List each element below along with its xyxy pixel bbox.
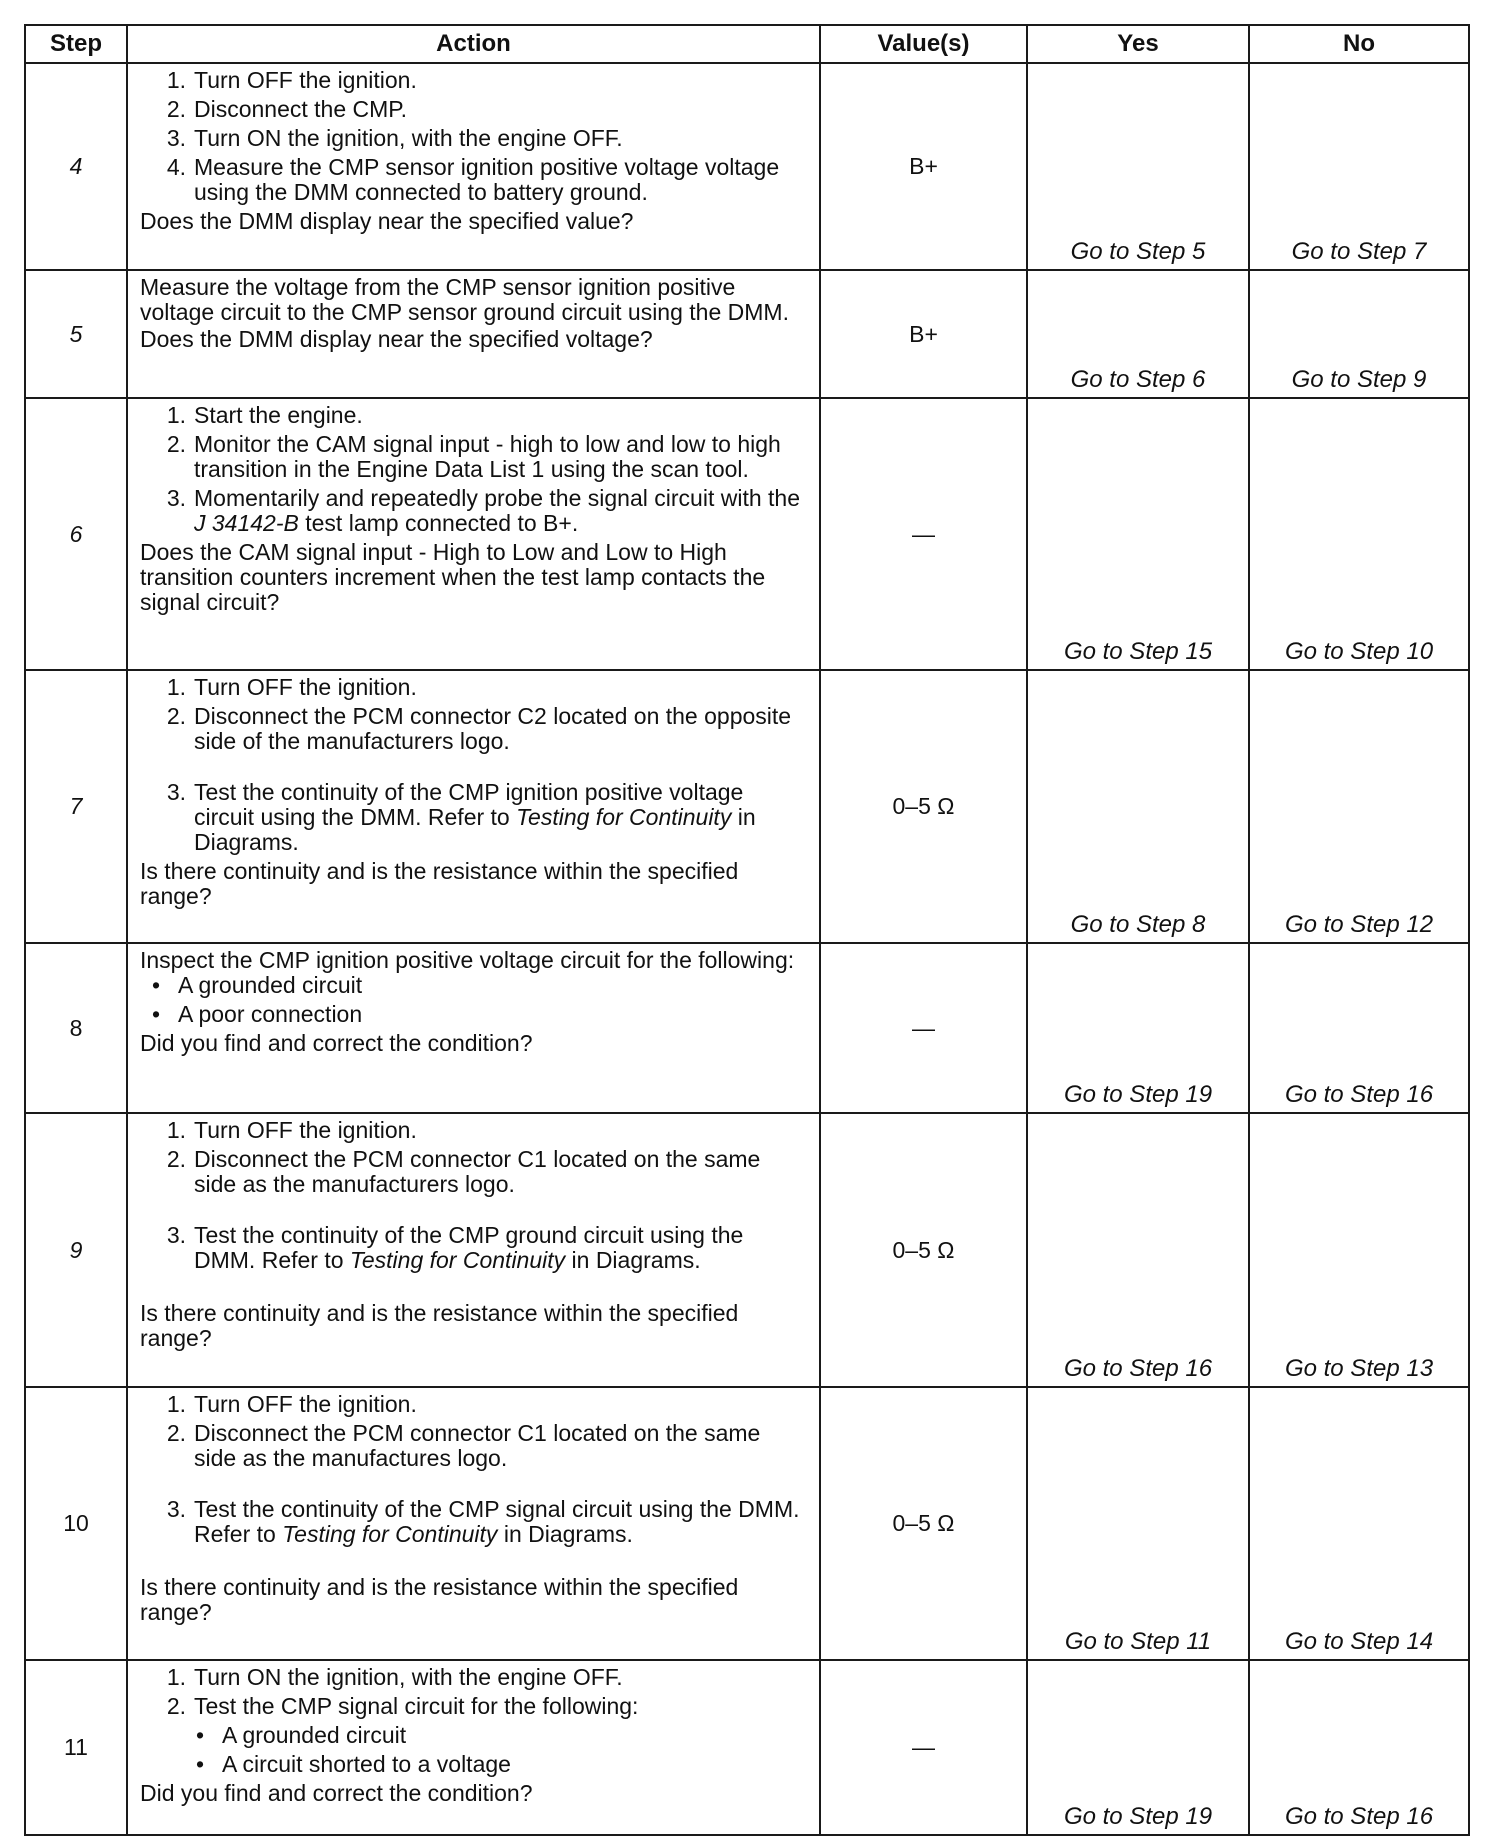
tool-name: J 34142-B <box>194 510 299 536</box>
action-cell: 1. Turn OFF the ignition. 2. Disconnect the PCM connector C2 located on the opposite side of the manufacturers logo. 3. Test the continuity of the CMP ignition positive voltage circuit using the DMM. Refer to Testing for Continuity in Diagrams. Is there continuity and is the resistance within the specified range? <box>127 670 820 943</box>
no-cell: Go to Step 9 <box>1249 270 1469 398</box>
yes-cell: Go to Step 6 <box>1027 270 1249 398</box>
action-item: Turn OFF the ignition. <box>194 1391 417 1417</box>
action-cell <box>127 270 820 398</box>
action-item: Test the continuity of the CMP ground circuit using the DMM. Refer to <box>194 1222 744 1273</box>
yes-cell: Go to Step 8 <box>1027 670 1249 943</box>
action-cell: 1. Turn OFF the ignition. 2. Disconnect the PCM connector C1 located on the same side as the manufactures logo. 3. Test the continuity of the CMP signal circuit using the DMM. Refer to Testing for Continuity in Diagrams. Is there continuity and is the resistance within the specified range? <box>127 1387 820 1660</box>
action-item: Turn OFF the ignition. <box>194 674 417 700</box>
action-question: Is there continuity and is the resistance within the specified range? <box>140 858 739 909</box>
step-number: 11 <box>25 1660 127 1835</box>
table-row <box>25 943 1469 1113</box>
action-text: Inspect the CMP ignition positive voltage circuit for the following: <box>140 947 795 973</box>
action-item: Test the continuity of the CMP ignition positive voltage circuit using the DMM. Refer to <box>194 779 744 830</box>
reference-end: in Diagrams. <box>503 1521 633 1547</box>
action-question: Is there continuity and is the resistance within the specified range? <box>140 1574 739 1625</box>
action-question: Does the CAM signal input - High to Low and Low to High transition counters increment when the test lamp contacts the signal circuit? <box>140 539 766 615</box>
yes-cell: Go to Step 19 <box>1027 1660 1249 1835</box>
no-cell: Go to Step 10 <box>1249 398 1469 670</box>
step-number: 10 <box>25 1387 127 1660</box>
value-cell: 0–5 Ω <box>820 1387 1027 1660</box>
step-number: 9 <box>25 1113 127 1387</box>
value-cell: B+ <box>820 63 1027 270</box>
bullet-item: A grounded circuit <box>222 1722 407 1748</box>
action-cell: 1. Start the engine. 2. Monitor the CAM signal input - high to low and low to high transition in the Engine Data List 1 using the scan tool. 3. Momentarily and repeatedly probe the signal circuit with the J 34142-B test lamp connected to B+. Does the CAM signal input - High to Low and Low to High transition counters increment when the test lamp contacts the signal circuit? <box>127 398 820 670</box>
reference-link: Testing for Continuity <box>282 1521 498 1547</box>
action-item: Monitor the CAM signal input - high to low and low to high transition in the Engine Data List 1 using the scan tool. <box>194 431 781 482</box>
header-row <box>25 25 1469 63</box>
bullet-item: A poor connection <box>178 1001 363 1027</box>
step-number: 8 <box>25 943 127 1113</box>
action-item: Disconnect the PCM connector C2 located on the opposite side of the manufacturers logo. <box>194 703 792 754</box>
value-cell: 0–5 Ω <box>820 670 1027 943</box>
action-cell: 1. Turn OFF the ignition. 2. Disconnect the PCM connector C1 located on the same side as the manufacturers logo. 3. Test the continuity of the CMP ground circuit using the DMM. Refer to Testing for Continuity in Diagrams. Is there continuity and is the resistance within the specified range? <box>127 1113 820 1387</box>
action-item: Start the engine. <box>194 402 363 428</box>
table-row <box>25 1660 1469 1835</box>
action-item: Disconnect the PCM connector C1 located on the same side as the manufacturers logo. <box>194 1146 761 1197</box>
action-item: Turn ON the ignition, with the engine OFF. <box>194 1664 623 1690</box>
bullet-item: A circuit shorted to a voltage <box>222 1751 511 1777</box>
reference-link: Testing for Continuity <box>349 1247 566 1273</box>
table-row <box>25 270 1469 398</box>
table-row <box>25 63 1469 270</box>
action-item-end: test lamp connected to B+. <box>305 510 579 536</box>
reference-end: in Diagrams. <box>571 1247 701 1273</box>
diagnostic-table <box>24 24 1470 1836</box>
action-cell: 1. Turn OFF the ignition. 2. Disconnect the CMP. 3. Turn ON the ignition, with the engine OFF. 4. Measure the CMP sensor ignition positive voltage voltage using the DMM connected to battery ground. Does the DMM display near the specified value? <box>127 63 820 270</box>
action-item: Test the CMP signal circuit for the following: <box>194 1693 639 1719</box>
bullet-item: A grounded circuit <box>178 972 363 998</box>
header-yes: Yes <box>1027 25 1249 63</box>
action-item: Turn OFF the ignition. <box>194 67 417 93</box>
no-cell: Go to Step 14 <box>1249 1387 1469 1660</box>
yes-cell: Go to Step 15 <box>1027 398 1249 670</box>
value-cell: B+ <box>820 270 1027 398</box>
no-cell: Go to Step 7 <box>1249 63 1469 270</box>
action-item: Disconnect the PCM connector C1 located on the same side as the manufactures logo. <box>194 1420 761 1471</box>
yes-cell: Go to Step 5 <box>1027 63 1249 270</box>
action-item: Turn ON the ignition, with the engine OFF. <box>194 125 623 151</box>
action-item: Test the continuity of the CMP signal circuit using the DMM. Refer to <box>194 1496 800 1547</box>
table-row <box>25 398 1469 670</box>
action-question: Does the DMM display near the specified value? <box>140 208 634 234</box>
action-question: Is there continuity and is the resistance within the specified range? <box>140 1300 739 1351</box>
yes-cell: Go to Step 19 <box>1027 943 1249 1113</box>
action-cell: 1. Turn ON the ignition, with the engine OFF. 2. Test the CMP signal circuit for the following: • A grounded circuit • A circuit shorted to a voltage Did you find and correct the condition? <box>127 1660 820 1835</box>
yes-cell: Go to Step 16 <box>1027 1113 1249 1387</box>
reference-end: in Diagrams. <box>194 804 756 855</box>
action-item: Momentarily and repeatedly probe the signal circuit with the <box>194 485 800 511</box>
header-values: Value(s) <box>820 25 1027 63</box>
table-row <box>25 1113 1469 1387</box>
no-cell: Go to Step 16 <box>1249 943 1469 1113</box>
no-cell: Go to Step 16 <box>1249 1660 1469 1835</box>
step-number: 6 <box>25 398 127 670</box>
step-number: 7 <box>25 670 127 943</box>
step-number: 5 <box>25 270 127 398</box>
value-cell: — <box>820 943 1027 1113</box>
header-action: Action <box>127 25 820 63</box>
yes-cell: Go to Step 11 <box>1027 1387 1249 1660</box>
action-cell: Inspect the CMP ignition positive voltage circuit for the following: • A grounded circuit • A poor connection Did you find and correct the condition? <box>127 943 820 1113</box>
no-cell: Go to Step 13 <box>1249 1113 1469 1387</box>
value-cell: — <box>820 1660 1027 1835</box>
action-question: Does the DMM display near the specified voltage? <box>140 326 653 352</box>
action-text: Measure the voltage from the CMP sensor ignition positive voltage circuit to the CMP sensor ground circuit using the DMM. <box>140 274 789 325</box>
table-row <box>25 670 1469 943</box>
action-item: Turn OFF the ignition. <box>194 1117 417 1143</box>
header-no: No <box>1249 25 1469 63</box>
header-step: Step <box>25 25 127 63</box>
action-item: Measure the CMP sensor ignition positive voltage voltage using the DMM connected to battery ground. <box>194 154 780 205</box>
step-number: 4 <box>25 63 127 270</box>
reference-link: Testing for Continuity <box>516 804 732 830</box>
table-row <box>25 1387 1469 1660</box>
value-cell: — <box>820 398 1027 670</box>
action-question: Did you find and correct the condition? <box>140 1780 533 1806</box>
value-cell: 0–5 Ω <box>820 1113 1027 1387</box>
action-question: Did you find and correct the condition? <box>140 1030 533 1056</box>
action-item: Disconnect the CMP. <box>194 96 408 122</box>
no-cell: Go to Step 12 <box>1249 670 1469 943</box>
